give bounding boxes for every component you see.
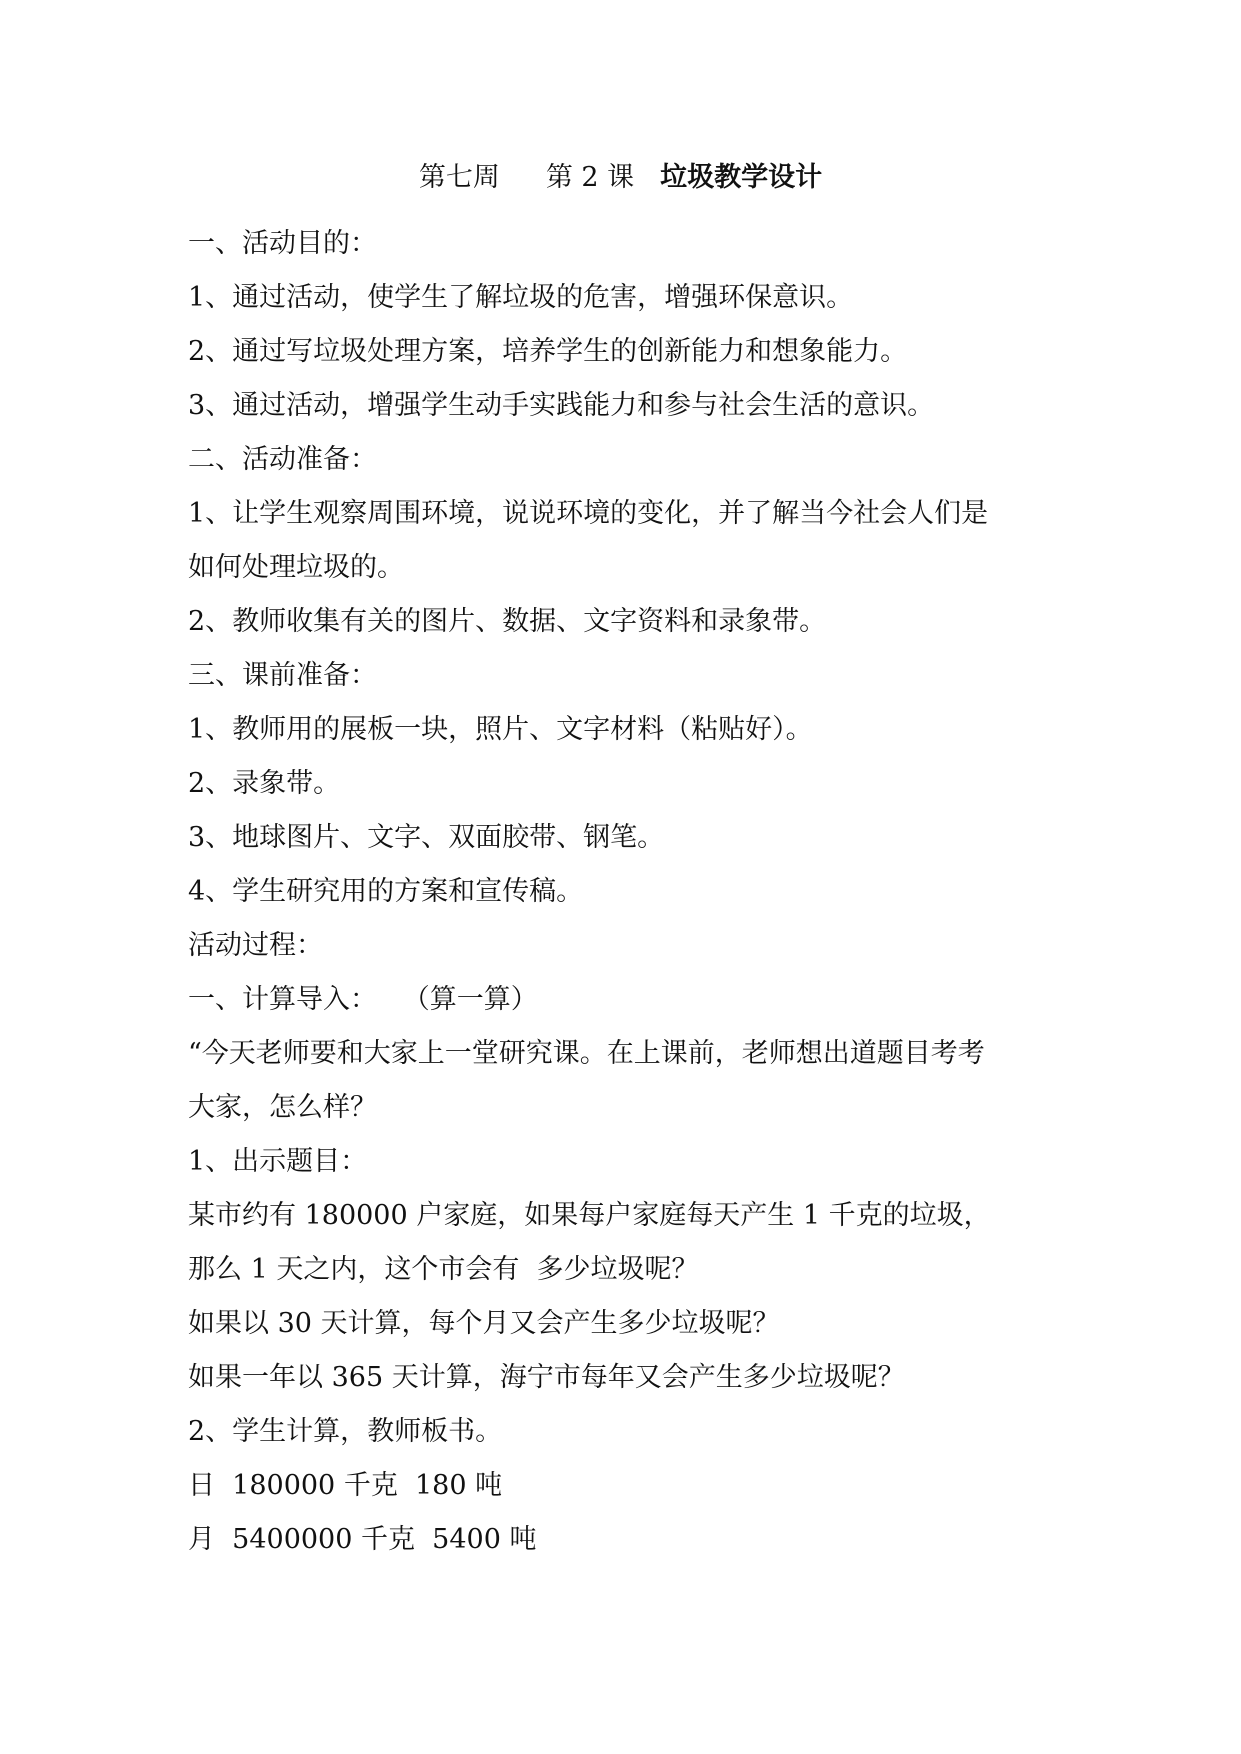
text-line: 那么 1 天之内，这个市会有 多少垃圾呢？	[188, 1254, 699, 1285]
text-line: “今天老师要和大家上一堂研究课。在上课前，老师想出道题目考考	[188, 1038, 985, 1069]
document-body	[188, 217, 1068, 1567]
text-line: 3、地球图片、文字、双面胶带、钢笔。	[188, 822, 665, 853]
document-title	[0, 160, 1241, 196]
title-lesson: 第 2 课	[545, 162, 635, 193]
text-line: 2、录象带。	[188, 768, 341, 799]
title-week: 第七周	[418, 162, 500, 193]
text-line: 4、学生研究用的方案和宣传稿。	[188, 876, 584, 907]
text-line: 2、教师收集有关的图片、数据、文字资料和录象带。	[188, 606, 827, 637]
text-line: 活动过程：	[188, 930, 323, 961]
title-name: 垃圾教学设计	[660, 162, 823, 193]
text-line: 如果以 30 天计算，每个月又会产生多少垃圾呢？	[188, 1308, 780, 1339]
text-line: 三、课前准备：	[188, 660, 377, 691]
text-line: 二、活动准备：	[188, 444, 377, 475]
text-line: 如何处理垃圾的。	[188, 552, 404, 583]
text-line: 2、通过写垃圾处理方案，培养学生的创新能力和想象能力。	[188, 336, 908, 367]
text-line: 某市约有 180000 户家庭，如果每户家庭每天产生 1 千克的垃圾，	[188, 1200, 991, 1231]
text-line: 3、通过活动，增强学生动手实践能力和参与社会生活的意识。	[188, 390, 935, 421]
text-line: 1、通过活动，使学生了解垃圾的危害，增强环保意识。	[188, 282, 854, 313]
text-line: 1、让学生观察周围环境，说说环境的变化，并了解当今社会人们是	[188, 498, 989, 529]
text-line: 大家，怎么样？	[188, 1092, 377, 1123]
text-line: 一、计算导入： （算一算）	[188, 984, 538, 1015]
text-line: 1、教师用的展板一块，照片、文字材料（粘贴好）。	[188, 714, 813, 745]
text-line: 1、出示题目：	[188, 1146, 368, 1177]
text-line: 日 180000 千克 180 吨	[188, 1470, 503, 1501]
text-line: 如果一年以 365 天计算，海宁市每年又会产生多少垃圾呢？	[188, 1362, 905, 1393]
text-line: 月 5400000 千克 5400 吨	[188, 1524, 537, 1555]
text-line: 一、活动目的：	[188, 228, 377, 259]
text-line: 2、学生计算，教师板书。	[188, 1416, 503, 1447]
